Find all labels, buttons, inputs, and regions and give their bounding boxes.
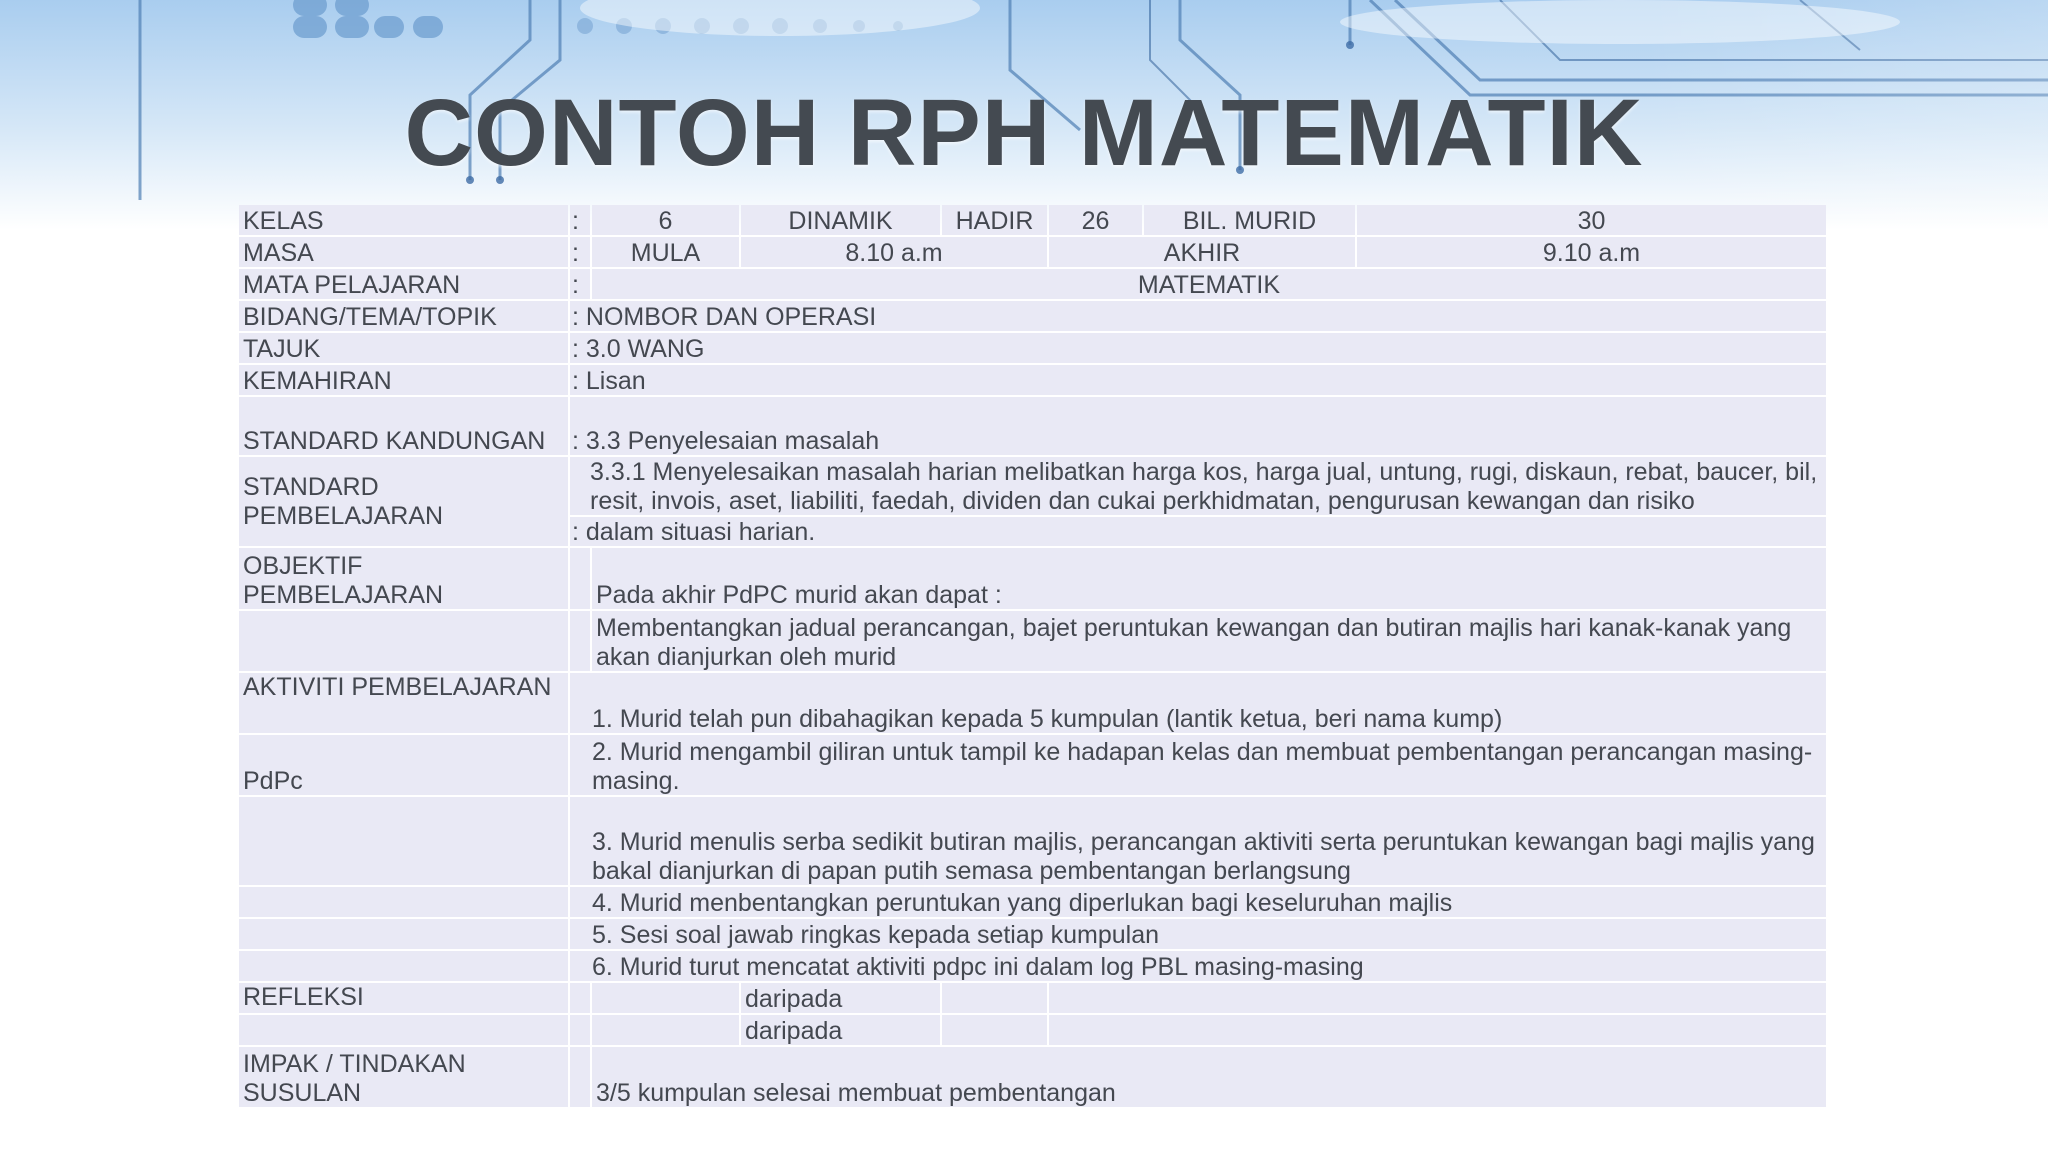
akhir-label: AKHIR (1049, 237, 1355, 267)
kelas-label: KELAS (239, 205, 568, 235)
mata-pelajaran-value: MATEMATIK (592, 269, 1826, 299)
row-refleksi-1 (239, 983, 1826, 1013)
row-refleksi-2 (239, 1015, 1826, 1045)
row-mata-pelajaran (239, 269, 1826, 299)
rph-table (237, 203, 1828, 1109)
tajuk-label: TAJUK (239, 333, 568, 363)
objektif-label: OBJEKTIF PEMBELAJARAN (239, 548, 568, 609)
refleksi-word-1: daripada (741, 983, 940, 1013)
row-aktiviti-2 (239, 735, 1826, 795)
mula-value: 8.10 a.m (741, 237, 1047, 267)
aktiviti-step-2: 2. Murid mengambil giliran untuk tampil ke hadapan kelas dan membuat pembentangan perancangan masing-masing. (570, 735, 1826, 795)
aktiviti-blank-6 (239, 951, 568, 981)
aktiviti-blank-5 (239, 919, 568, 949)
refleksi-label: REFLEKSI (239, 983, 568, 1013)
refleksi-blank-1c (1049, 983, 1826, 1013)
aktiviti-step-3: 3. Murid menulis serba sedikit butiran majlis, perancangan aktiviti serta peruntukan kewangan bagi majlis yang bakal dianjurkan di papan putih semasa pembentangan berlangsung (570, 797, 1826, 885)
row-standard-pembelajaran-a (239, 457, 1826, 515)
refleksi-blank-1a (592, 983, 739, 1013)
standard-kandungan-value: : 3.3 Penyelesaian masalah (570, 397, 1826, 455)
aktiviti-step-4: 4. Murid menbentangkan peruntukan yang diperlukan bagi keseluruhan majlis (570, 887, 1826, 917)
pdpc-label: PdPc (239, 735, 568, 795)
standard-pembelajaran-label: STANDARD PEMBELAJARAN (239, 457, 568, 546)
hadir-label: HADIR (942, 205, 1047, 235)
row-standard-kandungan (239, 397, 1826, 455)
bil-murid-label: BIL. MURID (1144, 205, 1355, 235)
row-impak (239, 1047, 1826, 1107)
standard-kandungan-label: STANDARD KANDUNGAN (239, 397, 568, 455)
refleksi-blank-2b (942, 1015, 1047, 1045)
objektif-item-colon (570, 611, 590, 671)
aktiviti-blank-4 (239, 887, 568, 917)
objektif-item: Membentangkan jadual perancangan, bajet peruntukan kewangan dan butiran majlis hari kanak-kanak yang akan dianjurkan oleh murid (592, 611, 1826, 671)
refleksi-blank-2 (239, 1015, 568, 1045)
refleksi-blank-2c (1049, 1015, 1826, 1045)
kemahiran-value: : Lisan (570, 365, 1826, 395)
aktiviti-step-1: 1. Murid telah pun dibahagikan kepada 5 kumpulan (lantik ketua, beri nama kump) (570, 673, 1826, 733)
impak-label: IMPAK / TINDAKAN SUSULAN (239, 1047, 568, 1107)
aktiviti-step-5: 5. Sesi soal jawab ringkas kepada setiap kumpulan (570, 919, 1826, 949)
row-aktiviti-4 (239, 887, 1826, 917)
row-bidang (239, 301, 1826, 331)
aktiviti-label: AKTIVITI PEMBELAJARAN (239, 673, 568, 733)
objektif-blank (239, 611, 568, 671)
row-objektif (239, 548, 1826, 609)
refleksi-blank-1b (942, 983, 1047, 1013)
objektif-colon (570, 548, 590, 609)
mata-pelajaran-label: MATA PELAJARAN (239, 269, 568, 299)
refleksi-colon-2 (570, 1015, 590, 1045)
akhir-value: 9.10 a.m (1357, 237, 1826, 267)
tajuk-value: : 3.0 WANG (570, 333, 1826, 363)
aktiviti-step-6: 6. Murid turut mencatat aktiviti pdpc ini dalam log PBL masing-masing (570, 951, 1826, 981)
row-masa (239, 237, 1826, 267)
row-objektif-item (239, 611, 1826, 671)
row-kelas (239, 205, 1826, 235)
row-aktiviti-3 (239, 797, 1826, 885)
kelas-colon: : (570, 205, 590, 235)
row-tajuk (239, 333, 1826, 363)
masa-label: MASA (239, 237, 568, 267)
standard-pembelajaran-value: 3.3.1 Menyelesaikan masalah harian melibatkan harga kos, harga jual, untung, rugi, diskaun, rebat, baucer, bil, resit, invois, aset, liabiliti, faedah, dividen dan cukai perkhidmatan, pengurusan kewangan dan risiko (570, 457, 1826, 515)
row-aktiviti-5 (239, 919, 1826, 949)
page-title: CONTOH RPH MATEMATIK (404, 80, 1644, 186)
row-kemahiran (239, 365, 1826, 395)
impak-colon (570, 1047, 590, 1107)
mula-label: MULA (592, 237, 739, 267)
mata-pelajaran-colon: : (570, 269, 590, 299)
row-aktiviti-1 (239, 673, 1826, 733)
aktiviti-blank-3 (239, 797, 568, 885)
hadir-value: 26 (1049, 205, 1142, 235)
masa-colon: : (570, 237, 590, 267)
kemahiran-label: KEMAHIRAN (239, 365, 568, 395)
kelas-value: 6 (592, 205, 739, 235)
refleksi-colon-1 (570, 983, 590, 1013)
objektif-intro: Pada akhir PdPC murid akan dapat : (592, 548, 1826, 609)
bidang-value: : NOMBOR DAN OPERASI (570, 301, 1826, 331)
impak-value: 3/5 kumpulan selesai membuat pembentangan (592, 1047, 1826, 1107)
kelas-name: DINAMIK (741, 205, 940, 235)
standard-pembelajaran-value-last: : dalam situasi harian. (570, 517, 1826, 546)
bidang-label: BIDANG/TEMA/TOPIK (239, 301, 568, 331)
row-aktiviti-6 (239, 951, 1826, 981)
refleksi-word-2: daripada (741, 1015, 940, 1045)
bil-murid-value: 30 (1357, 205, 1826, 235)
refleksi-blank-2a (592, 1015, 739, 1045)
